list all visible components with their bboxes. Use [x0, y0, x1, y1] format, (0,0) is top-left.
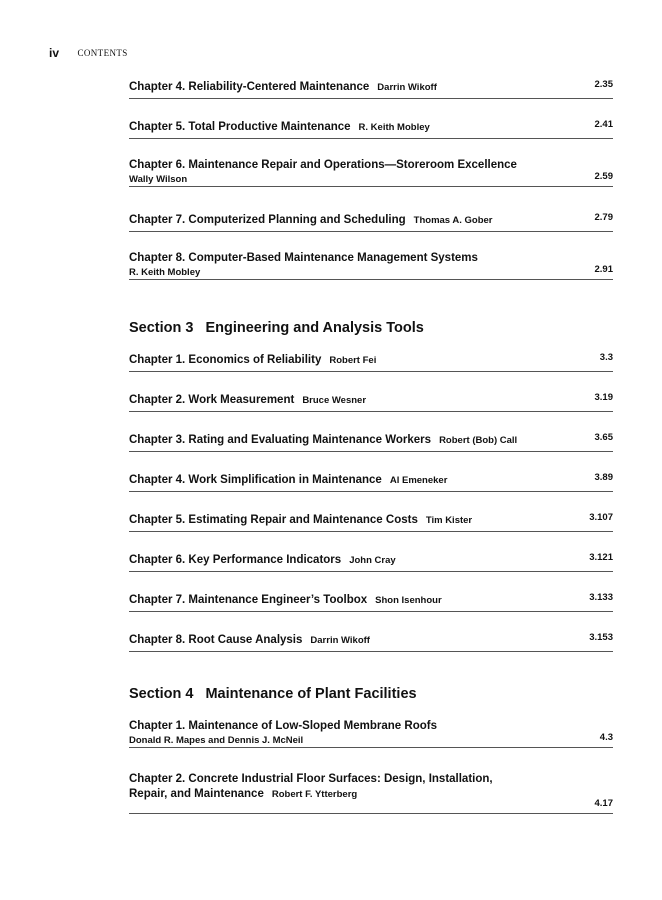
chapter-title: Chapter 7. Maintenance Engineer’s Toolbox: [129, 594, 368, 606]
chapter-author: John Cray: [349, 555, 396, 566]
chapter-title: Chapter 2. Concrete Industrial Floor Surfaces: Design, Installation,: [129, 773, 493, 785]
chapter-author: Thomas A. Gober: [413, 215, 493, 226]
chapter-author: R. Keith Mobley: [358, 122, 430, 133]
toc-entry[interactable]: [129, 470, 613, 492]
section-label: Section 3: [129, 320, 194, 336]
chapter-author: Wally Wilson: [129, 174, 188, 185]
chapter-page-number: 3.89: [594, 472, 613, 483]
chapter-title: Chapter 2. Work Measurement: [129, 394, 295, 406]
toc-entry[interactable]: [129, 771, 613, 814]
section-title: Maintenance of Plant Facilities: [205, 686, 417, 702]
chapter-page-number: 2.59: [594, 171, 613, 182]
chapter-title: Chapter 7. Computerized Planning and Scheduling: [129, 214, 406, 226]
chapter-title: Chapter 3. Rating and Evaluating Maintenance Workers: [129, 434, 432, 446]
chapter-page-number: 3.153: [589, 632, 613, 643]
chapter-author: Robert F. Ytterberg: [271, 789, 358, 800]
chapter-author: Shon Isenhour: [375, 595, 442, 606]
toc-entry[interactable]: [129, 390, 613, 412]
section-heading: [129, 319, 424, 337]
chapter-page-number: 3.19: [594, 392, 613, 403]
chapter-page-number: 4.3: [599, 732, 613, 743]
chapter-page-number: 3.133: [589, 592, 613, 603]
section-heading: [129, 685, 417, 703]
chapter-page-number: 3.65: [594, 432, 613, 443]
chapter-page-number: 3.3: [599, 352, 613, 363]
toc-entry[interactable]: [129, 630, 613, 652]
chapter-page-number: 2.41: [594, 119, 613, 130]
chapter-title: Chapter 1. Maintenance of Low-Sloped Membrane Roofs: [129, 720, 437, 732]
chapter-title: Chapter 6. Maintenance Repair and Operations—Storeroom Excellence: [129, 159, 517, 171]
toc-entry[interactable]: [129, 510, 613, 532]
chapter-title-continued: Repair, and Maintenance: [129, 788, 264, 800]
chapter-title: Chapter 5. Total Productive Maintenance: [129, 121, 351, 133]
chapter-title: Chapter 5. Estimating Repair and Maintenance Costs: [129, 514, 418, 526]
chapter-author: Robert (Bob) Call: [439, 435, 518, 446]
toc-entry[interactable]: [129, 210, 613, 232]
section-label: Section 4: [129, 686, 194, 702]
chapter-author: Darrin Wikoff: [377, 82, 437, 93]
chapter-page-number: 3.107: [589, 512, 613, 523]
chapter-page-number: 4.17: [594, 798, 613, 809]
chapter-author: Tim Kister: [425, 515, 473, 526]
chapter-page-number: 2.91: [594, 264, 613, 275]
toc-entry[interactable]: [129, 117, 613, 139]
chapter-author: Robert Fei: [329, 355, 377, 366]
chapter-page-number: 2.79: [594, 212, 613, 223]
chapter-title: Chapter 8. Root Cause Analysis: [129, 634, 303, 646]
toc-entry[interactable]: [129, 250, 613, 280]
chapter-author: Bruce Wesner: [302, 395, 367, 406]
toc-entry[interactable]: [129, 157, 613, 187]
chapter-author: Darrin Wikoff: [310, 635, 370, 646]
chapter-title: Chapter 8. Computer-Based Maintenance Management Systems: [129, 252, 478, 264]
chapter-title: Chapter 6. Key Performance Indicators: [129, 554, 342, 566]
toc-entry[interactable]: [129, 550, 613, 572]
chapter-page-number: 2.35: [594, 79, 613, 90]
running-head: [49, 47, 128, 59]
chapter-page-number: 3.121: [589, 552, 613, 563]
section-title: Engineering and Analysis Tools: [205, 320, 424, 336]
toc-entry[interactable]: [129, 590, 613, 612]
chapter-author: R. Keith Mobley: [129, 267, 201, 278]
chapter-title: Chapter 1. Economics of Reliability: [129, 354, 322, 366]
chapter-title: Chapter 4. Work Simplification in Maintenance: [129, 474, 382, 486]
toc-entry[interactable]: [129, 430, 613, 452]
toc-entry[interactable]: [129, 350, 613, 372]
toc-entry[interactable]: [129, 77, 613, 99]
running-title: CONTENTS: [77, 48, 128, 58]
page-number: iv: [49, 46, 60, 60]
toc-entry[interactable]: [129, 718, 613, 748]
chapter-title: Chapter 4. Reliability-Centered Maintenance: [129, 81, 370, 93]
chapter-author: Al Emeneker: [389, 475, 448, 486]
chapter-author: Donald R. Mapes and Dennis J. McNeil: [129, 735, 304, 746]
